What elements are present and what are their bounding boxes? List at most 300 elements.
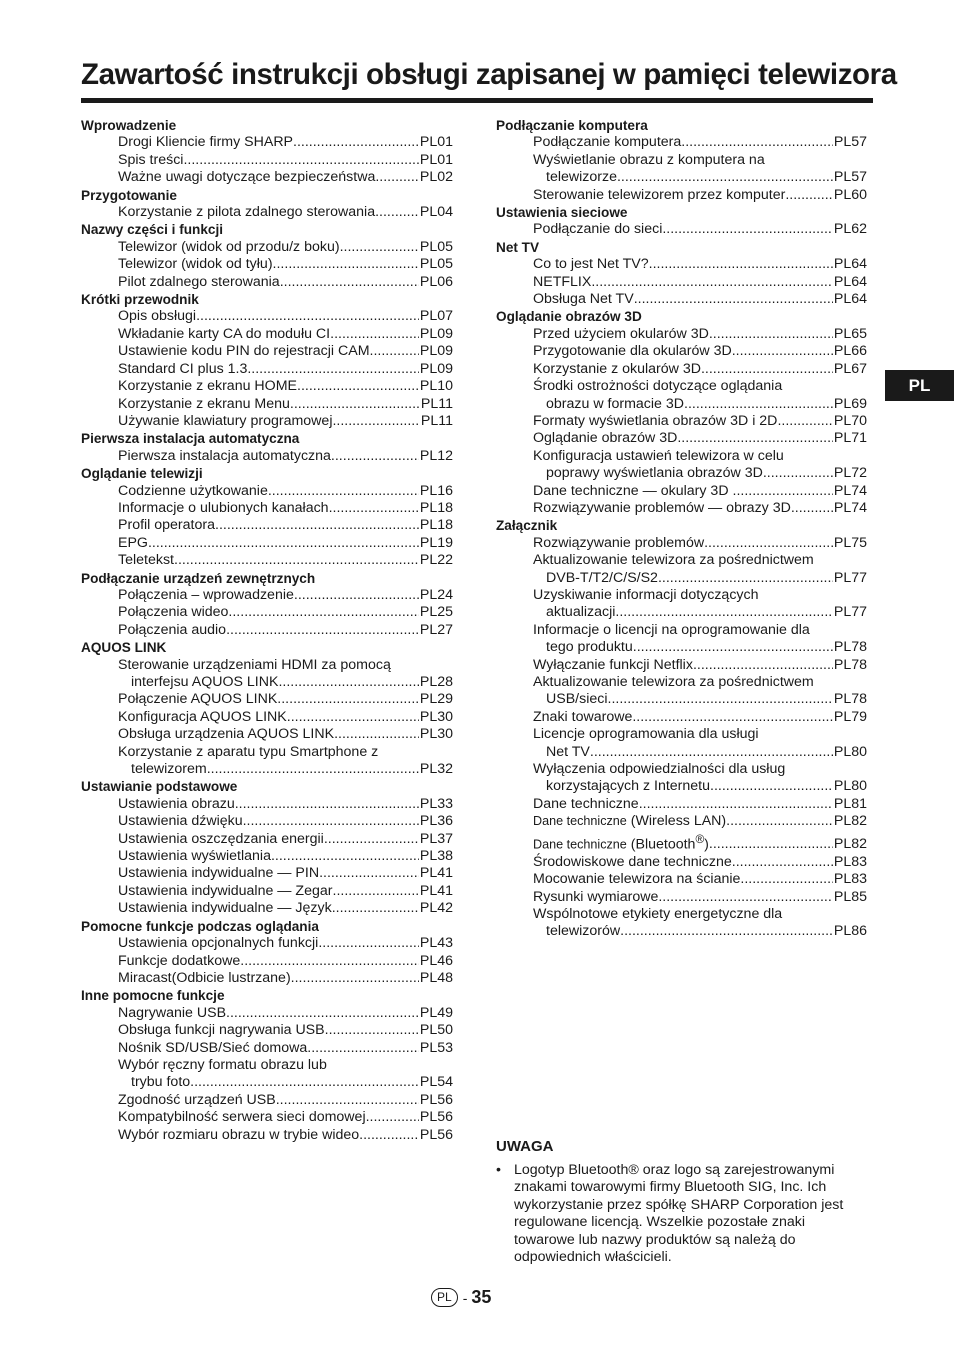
toc-entry-text: Ustawienia wyświetlania: [118, 848, 271, 865]
toc-entry-label: [118, 152, 183, 169]
toc-entry-label: [533, 343, 732, 360]
toc-entry-label: [118, 517, 215, 534]
dot-leader: [709, 326, 833, 343]
toc-entry: [81, 900, 453, 917]
toc-entry-text: Sterowanie telewizorem przez komputer: [533, 186, 786, 203]
toc-page-ref: PL05: [419, 256, 453, 273]
toc-entry-line: Wyświetlanie obrazu z komputera na: [533, 151, 765, 168]
toc-entry-label: [546, 570, 658, 587]
toc-entry-text: Przed użyciem okularów 3D: [533, 325, 709, 342]
toc-entry-label: [118, 1005, 226, 1022]
toc-section-title: Net TV: [496, 239, 540, 255]
toc-page-ref: PL01: [419, 134, 453, 151]
toc-page-ref: PL74: [833, 482, 867, 499]
dot-leader: [319, 865, 419, 882]
toc-entry: [496, 923, 867, 940]
toc-entry: [496, 274, 867, 291]
dot-leader: [297, 378, 419, 395]
toc-page-ref: PL27: [419, 621, 453, 638]
toc-entry-text: Wybór rozmiaru obrazu w trybie wideo: [118, 1126, 360, 1143]
toc-entry-label: [118, 396, 290, 413]
toc-section-title: Krótki przewodnik: [81, 292, 199, 308]
toc-entry: [496, 343, 867, 360]
toc-page-ref: PL06: [419, 273, 453, 290]
dot-leader: [243, 813, 419, 830]
toc-entry: [81, 343, 453, 360]
toc-entry-line: Konfiguracja ustawień telewizora w celu: [533, 447, 784, 464]
dot-leader: [340, 239, 419, 256]
toc-entry: [81, 274, 453, 291]
toc-entry-label: [118, 378, 297, 395]
toc-entry: [496, 709, 867, 726]
toc-page-ref: PL18: [419, 517, 453, 534]
toc-section-title: Ustawianie podstawowe: [81, 779, 238, 795]
toc-entry-text: Dane techniczne — okulary 3D ...: [533, 482, 745, 499]
toc-entry-label: [118, 604, 228, 621]
toc-left-column: [81, 117, 453, 1144]
toc-entry: [81, 622, 453, 639]
toc-entry-text: interfejsu AQUOS LINK: [131, 674, 279, 690]
dot-leader: [740, 871, 832, 888]
toc-entry-label: [118, 1040, 307, 1057]
toc-entry-text: Wyłączanie funkcji Netflix: [533, 656, 693, 673]
dot-leader: [658, 570, 833, 587]
dot-leader: [693, 657, 833, 674]
toc-page-ref: PL83: [833, 853, 867, 870]
toc-page-ref: PL64: [833, 291, 867, 308]
toc-entry-label: [533, 413, 777, 430]
toc-entry-text: tego produktu: [546, 639, 633, 656]
toc-page-ref: PL04: [419, 204, 453, 221]
toc-entry: [496, 639, 867, 656]
toc-entry-label: [118, 552, 174, 569]
toc-page-ref: PL05: [419, 238, 453, 255]
toc-page-ref: PL33: [419, 795, 453, 812]
toc-entry-text: obrazu w formacie 3D: [546, 395, 684, 412]
toc-entry-text: Telewizor (widok od tyłu): [118, 256, 273, 273]
toc-entry-label: [118, 726, 334, 743]
toc-page-ref: PL42: [419, 900, 453, 917]
toc-section-title: Przygotowanie: [81, 187, 177, 203]
toc-entry-label: [118, 483, 268, 500]
dot-leader: [375, 204, 419, 221]
toc-entry-label: [533, 326, 709, 343]
toc-entry-text: Oglądanie obrazów 3D: [533, 430, 678, 447]
toc-entry-text: Mocowanie telewizora na ścianie: [533, 871, 741, 888]
toc-entry: [81, 483, 453, 500]
toc-page-ref: PL09: [419, 360, 453, 377]
toc-entry-text: Rozwiązywanie problemów — obrazy 3D: [533, 499, 791, 516]
toc-entry: [496, 413, 867, 430]
toc-entry-text: Opis obsługi: [118, 308, 197, 325]
dot-leader: [183, 152, 418, 169]
toc-page-ref: PL16: [419, 482, 453, 499]
toc-section-title: Pierwsza instalacja automatyczna: [81, 431, 300, 447]
toc-entry: [81, 848, 453, 865]
toc-entry: [496, 361, 867, 378]
toc-entry-text: Obsługa funkcji nagrywania USB: [118, 1022, 325, 1039]
toc-entry-text: aktualizacji: [546, 604, 616, 621]
toc-section-title: Ustawienia sieciowe: [496, 205, 628, 221]
dot-leader: [615, 604, 832, 621]
toc-entry: [81, 587, 453, 604]
toc-entry-label: [118, 204, 375, 221]
toc-entry: [496, 744, 867, 761]
toc-entry-line: Wyłączenia odpowiedzialności dla usług: [533, 761, 786, 778]
toc-entry-label: [118, 326, 330, 343]
dot-leader: [701, 361, 833, 378]
toc-entry: [496, 889, 867, 906]
toc-entry-label: [118, 500, 329, 517]
toc-entry-label: [546, 169, 617, 186]
dot-leader: [148, 535, 419, 552]
dot-leader: [366, 1109, 419, 1126]
toc-page-ref: PL41: [419, 865, 453, 882]
toc-entry-text: Obsługa urządzenia AQUOS LINK: [118, 726, 335, 743]
toc-page-ref: PL07: [419, 308, 453, 325]
toc-entry-label: [533, 831, 709, 854]
toc-page-ref: PL80: [833, 778, 867, 795]
dot-leader: [290, 396, 420, 413]
toc-section-title: Oglądanie obrazów 3D: [496, 309, 642, 325]
toc-page-ref: PL77: [833, 569, 867, 586]
dot-leader: [375, 169, 419, 186]
toc-entry-label: [533, 535, 704, 552]
toc-entry: [81, 691, 453, 708]
toc-page-ref: PL09: [419, 343, 453, 360]
toc-entry: [496, 430, 867, 447]
toc-entry: [81, 204, 453, 221]
toc-page-ref: PL71: [833, 430, 867, 447]
toc-entry: [496, 221, 867, 238]
toc-entry-text: Korzystanie z okularów 3D: [533, 360, 701, 377]
toc-entry-label: [118, 256, 273, 273]
toc-entry: [81, 883, 453, 900]
dot-leader: [277, 691, 419, 708]
dot-leader: [318, 935, 419, 952]
toc-page-ref: PL56: [419, 1126, 453, 1143]
toc-entry: [81, 308, 453, 325]
toc-entry-text: Wkładanie karty CA do modułu CI: [118, 325, 331, 342]
toc-entry: [81, 726, 453, 743]
toc-page-ref: PL86: [833, 923, 867, 940]
toc-entry-text: Podłączanie do sieci: [533, 221, 663, 238]
toc-entry-text: Używanie klawiatury programowej: [118, 412, 333, 429]
toc-page-ref: PL49: [419, 1004, 453, 1021]
toc-entry: [81, 604, 453, 621]
dot-leader: [333, 883, 419, 900]
dot-leader: [325, 1022, 419, 1039]
toc-entry: [81, 448, 453, 465]
toc-entry: [81, 535, 453, 552]
dot-leader: [681, 134, 833, 151]
toc-page-ref: PL54: [419, 1074, 453, 1091]
dot-leader: [726, 813, 833, 830]
toc-page-ref: PL10: [419, 378, 453, 395]
dot-leader: [291, 970, 419, 987]
toc-entry: [81, 1022, 453, 1039]
page-number: [431, 1287, 491, 1308]
toc-entry-text: korzystających z Internetu: [546, 778, 711, 795]
toc-entry-label: [533, 256, 649, 273]
toc-entry-label: [533, 134, 681, 151]
toc-page-ref: PL57: [833, 169, 867, 186]
toc-entry-text: Korzystanie z ekranu HOME: [118, 378, 297, 395]
toc-entry: [81, 953, 453, 970]
page-number-value: 35: [471, 1287, 492, 1307]
dot-leader: [791, 500, 833, 517]
toc-entry: [81, 552, 453, 569]
toc-section-title: AQUOS LINK: [81, 640, 167, 656]
toc-entry-label: [118, 796, 235, 813]
toc-entry: [496, 778, 867, 795]
toc-entry-text: EPG: [118, 534, 148, 551]
toc-entry-line: Informacje o licencji na oprogramowanie dla: [533, 621, 810, 638]
toc-section-title: Pomocne funkcje podczas oglądania: [81, 918, 319, 934]
toc-entry-text: telewizorze: [546, 169, 617, 186]
note-text: Logotyp Bluetooth® oraz logo są zarejestrowanymi znakami towarowymi firmy Bluetooth SIG, Inc. Ich wykorzystanie przez spółkę SHARP Corporation jest regulowane licencją. Wszelkie pozostałe znaki towarowe lub nazwy produktów są należą do odpowiednich właścicieli.: [514, 1162, 844, 1266]
toc-page-ref: PL78: [833, 691, 867, 708]
dot-leader: [331, 448, 419, 465]
toc-page-ref: PL85: [833, 888, 867, 905]
page-separator: -: [462, 1289, 468, 1306]
toc-entry-text: Codzienne użytkowanie: [118, 482, 268, 499]
toc-page-ref: PL28: [419, 674, 453, 690]
toc-page-ref: PL19: [419, 534, 453, 551]
toc-entry: [496, 465, 867, 482]
toc-page-ref: PL57: [833, 134, 867, 151]
toc-entry-line: Aktualizowanie telewizora za pośrednictwem: [533, 674, 814, 690]
toc-page-ref: PL56: [419, 1091, 453, 1108]
toc-entry: [81, 1092, 453, 1109]
toc-entry-text: Pierwsza instalacja automatyczna: [118, 447, 331, 464]
toc-entry-text: Korzystanie z ekranu Menu: [118, 395, 290, 412]
toc-entry-text: Przygotowanie dla okularów 3D: [533, 343, 732, 360]
dot-leader: [633, 639, 833, 656]
toc-entry-label: [118, 1092, 276, 1109]
dot-leader: [207, 761, 419, 778]
toc-page-ref: PL70: [833, 412, 867, 429]
dot-leader: [677, 430, 833, 447]
dot-leader: [634, 291, 833, 308]
toc-entry-text: Połączenie AQUOS LINK: [118, 691, 278, 708]
toc-page-ref: PL77: [833, 604, 867, 621]
toc-entry-text: Nagrywanie USB: [118, 1004, 227, 1021]
toc-page-ref: PL37: [419, 830, 453, 847]
toc-page-ref: PL01: [419, 151, 453, 168]
toc-entry-text: trybu foto: [131, 1074, 191, 1091]
toc-entry-label: [131, 674, 278, 691]
toc-entry-text: (Bluetooth: [626, 836, 696, 853]
toc-page-ref: PL43: [419, 935, 453, 952]
toc-page-ref: PL83: [833, 871, 867, 888]
dot-leader: [294, 587, 419, 604]
toc-entry-text: Konfiguracja AQUOS LINK: [118, 708, 287, 725]
toc-entry-text: NETFLIX: [533, 273, 592, 290]
toc-entry-label: [118, 831, 324, 848]
toc-page-ref: PL65: [833, 325, 867, 342]
toc-entry: [496, 396, 867, 413]
toc-entry: [81, 1109, 453, 1126]
dot-leader: [639, 796, 833, 813]
toc-entry-text: Rysunki wymiarowe: [533, 888, 659, 905]
toc-page-ref: PL75: [833, 534, 867, 551]
toc-entry-text: Drogi Kliencie firmy SHARP: [118, 134, 294, 151]
toc-entry: [496, 871, 867, 888]
dot-leader: [332, 413, 419, 430]
dot-leader: [307, 1040, 419, 1057]
toc-page-ref: PL11: [420, 412, 453, 429]
dot-leader: [330, 326, 419, 343]
toc-page-ref: PL82: [833, 836, 867, 853]
toc-entry-text: Nośnik SD/USB/Sieć domowa: [118, 1039, 308, 1056]
toc-entry-text: DVB-T/T2/C/S/S2: [546, 569, 658, 586]
toc-entry-text: Teletekst: [118, 552, 174, 569]
dot-leader: [329, 500, 419, 517]
dot-leader: [777, 413, 832, 430]
toc-entry-text: (Wireless LAN): [626, 813, 727, 830]
toc-entry-label: [118, 274, 280, 291]
title-rule: [81, 98, 873, 103]
toc-page-ref: PL22: [419, 552, 453, 569]
toc-entry-label: [118, 709, 287, 726]
toc-section-title: Oglądanie telewizji: [81, 466, 203, 482]
toc-page-ref: PL50: [419, 1022, 453, 1039]
toc-entry: [496, 657, 867, 674]
toc-entry: [81, 152, 453, 169]
toc-entry: [496, 187, 867, 204]
dot-leader: [785, 187, 833, 204]
toc-entry-text: Znaki towarowe: [533, 708, 633, 725]
toc-entry-label: [533, 871, 740, 888]
dot-leader: [287, 709, 419, 726]
toc-entry-text: USB/sieci: [546, 691, 608, 708]
toc-entry-label: [546, 744, 590, 761]
toc-entry-text: Pilot zdalnego sterowania: [118, 273, 280, 290]
toc-entry-label: [118, 169, 375, 186]
toc-entry-text: Ustawienia obrazu: [118, 795, 235, 812]
toc-section-title: Nazwy części i funkcji: [81, 222, 224, 238]
dot-leader: [662, 221, 833, 238]
toc-entry: [496, 535, 867, 552]
dot-leader: [196, 308, 419, 325]
dot-leader: [240, 953, 419, 970]
toc-entry-text: Korzystanie z pilota zdalnego sterowania: [118, 204, 376, 221]
toc-entry-text: poprawy wyświetlania obrazów 3D: [546, 465, 763, 482]
toc-entry-label: [533, 483, 744, 500]
dot-leader: [732, 343, 833, 360]
toc-entry: [496, 169, 867, 186]
dot-leader: [620, 923, 833, 940]
toc-entry-label: [118, 848, 271, 865]
dot-leader: [704, 535, 833, 552]
toc-entry-line: Sterowanie urządzeniami HDMI za pomocą: [118, 656, 391, 673]
bullet-icon: •: [496, 1162, 501, 1178]
toc-entry: [81, 361, 453, 378]
toc-entry-line: Licencje oprogramowania dla usługi: [533, 726, 759, 743]
toc-page-ref: PL12: [419, 447, 453, 464]
toc-entry-label: [533, 291, 634, 308]
toc-entry-prefix: Dane techniczne: [533, 837, 627, 852]
dot-leader: [271, 848, 419, 865]
toc-page-ref: PL78: [833, 656, 867, 673]
toc-entry-label: [533, 796, 639, 813]
toc-entry: [496, 326, 867, 343]
toc-entry-label: [533, 430, 677, 447]
dot-leader: [617, 169, 833, 186]
toc-section-title: Podłączanie komputera: [496, 118, 648, 133]
toc-page-ref: PL48: [419, 969, 453, 986]
note-box: [496, 1138, 868, 1266]
toc-entry-label: [546, 396, 684, 413]
toc-page-ref: PL74: [833, 499, 867, 516]
toc-entry-label: [118, 970, 291, 987]
dot-leader: [324, 831, 419, 848]
toc-entry-label: [118, 587, 294, 604]
toc-section-title: Podłączanie urządzeń zewnętrznych: [81, 570, 316, 586]
toc-entry-text: Ustawienia opcjonalnych funkcji: [118, 935, 319, 952]
toc-entry: [81, 709, 453, 726]
dot-leader: [226, 622, 419, 639]
toc-entry: [81, 1074, 453, 1091]
dot-leader: [190, 1074, 419, 1091]
toc-entry-label: [131, 761, 207, 778]
toc-entry-label: [546, 778, 710, 795]
toc-entry: [81, 761, 453, 778]
toc-entry-text: Ustawienia indywidualne — Język: [118, 900, 332, 917]
dot-leader: [684, 396, 833, 413]
dot-leader: [658, 889, 833, 906]
toc-entry: [496, 500, 867, 517]
dot-leader: [732, 854, 833, 871]
toc-entry-text: Ustawienia oszczędzania energii: [118, 830, 324, 847]
toc-section-title: Inne pomocne funkcje: [81, 988, 225, 1004]
toc-entry-text: Rozwiązywanie problemów: [533, 534, 705, 551]
dot-leader: [226, 1005, 419, 1022]
toc-page-ref: PL64: [833, 273, 867, 290]
toc-entry-label: [118, 448, 331, 465]
dot-leader: [591, 274, 833, 291]
toc-entry-label: [118, 535, 148, 552]
toc-entry: [81, 865, 453, 882]
toc-entry-label: [118, 239, 340, 256]
toc-entry-text: Połączenia wideo: [118, 604, 229, 621]
toc-entry-text: Profil operatora: [118, 517, 215, 534]
toc-entry-line: Wybór ręczny formatu obrazu lub: [118, 1056, 327, 1073]
toc-entry-label: [118, 361, 247, 378]
toc-page-ref: PL78: [833, 639, 867, 656]
dot-leader: [273, 256, 419, 273]
toc-entry-prefix: Dane techniczne: [533, 814, 627, 829]
registered-mark: ®: [695, 831, 705, 846]
toc-entry: [496, 691, 867, 708]
toc-entry-label: [533, 854, 732, 871]
dot-leader: [332, 900, 419, 917]
toc-entry: [496, 570, 867, 587]
toc-entry-label: [533, 889, 658, 906]
toc-page-ref: PL79: [833, 708, 867, 725]
toc-entry-line: Korzystanie z aparatu typu Smartphone z: [118, 743, 379, 760]
toc-entry: [496, 483, 867, 500]
toc-entry-text: Połączenia – wprowadzenie: [118, 586, 294, 603]
toc-entry: [496, 796, 867, 813]
toc-entry: [496, 813, 867, 830]
toc-entry: [81, 935, 453, 952]
toc-entry-label: [533, 813, 726, 830]
toc-entry: [496, 831, 867, 854]
toc-entry-text: Ustawienia indywidualne — Zegar: [118, 882, 333, 899]
toc-entry: [496, 256, 867, 273]
